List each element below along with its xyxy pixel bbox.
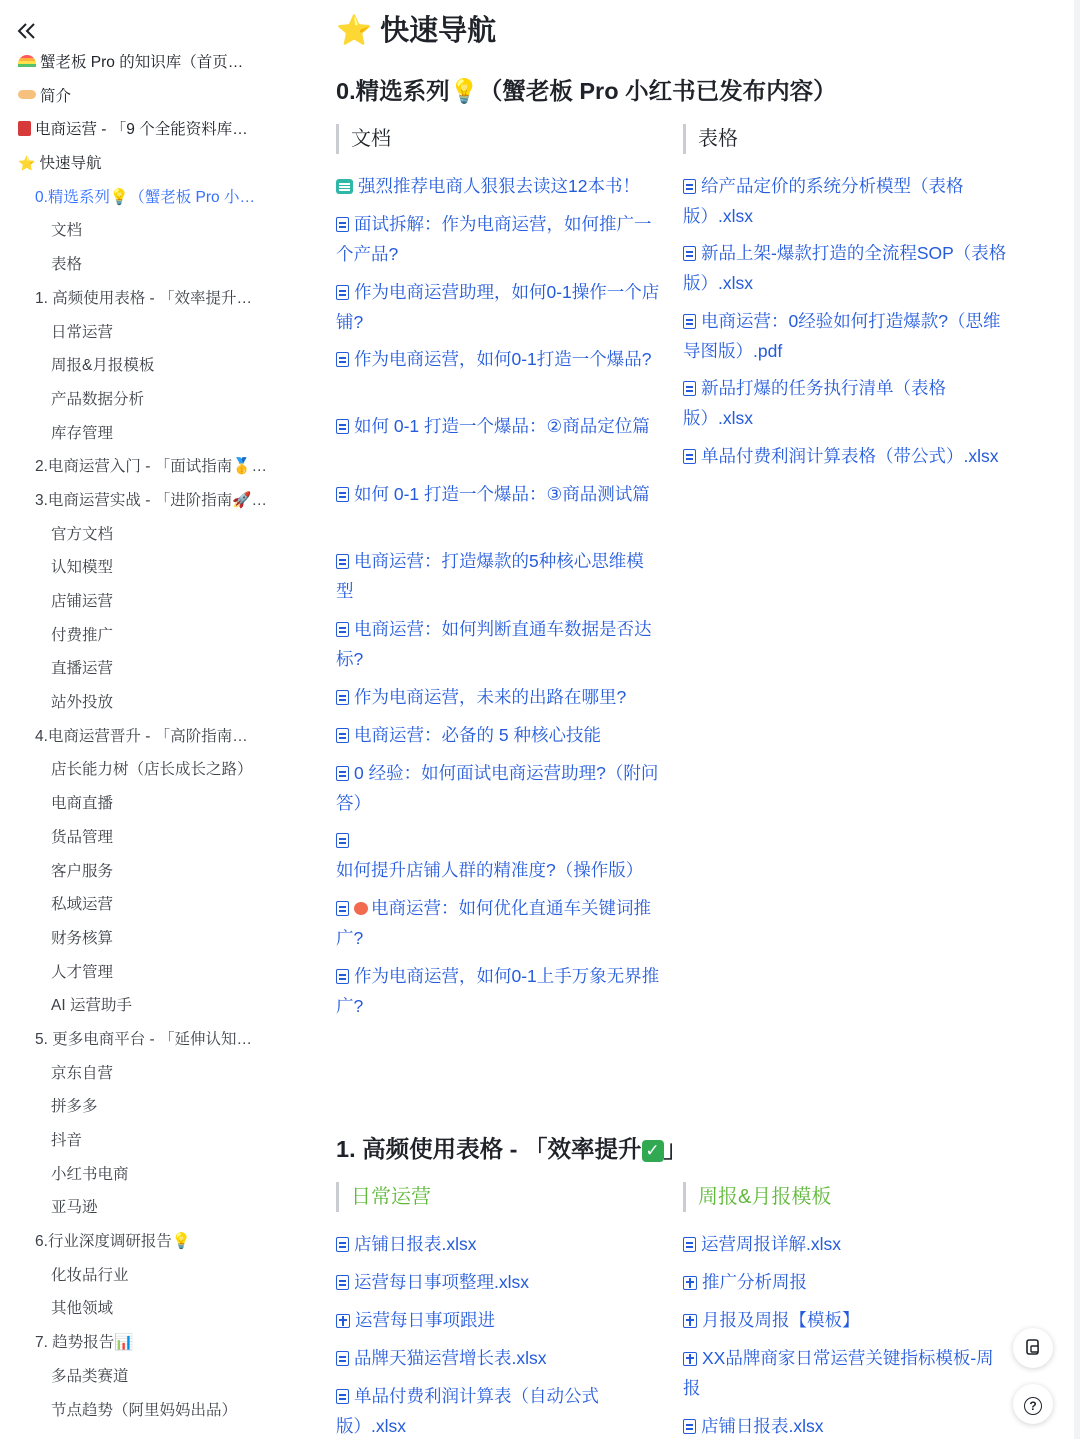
doc-link-label: 面试拆解：作为电商运营，如何推广一个产品?	[336, 214, 652, 264]
doc-link-label: 新品上架-爆款打造的全流程SOP（表格版）.xlsx	[683, 243, 1007, 293]
document-icon	[336, 1237, 349, 1252]
sidebar-item-label: 私域运营	[51, 896, 114, 914]
section-title-featured: 0.精选系列💡（蟹老板 Pro 小红书已发布内容）	[336, 78, 837, 104]
sidebar-item-label: 快速导航	[39, 155, 102, 173]
document-icon	[336, 833, 349, 848]
column-reports	[683, 1182, 1008, 1212]
sidebar-item-label: 店铺运营	[51, 593, 114, 610]
doc-link-label: 强烈推荐电商人狠狠去读这12本书！	[358, 176, 640, 196]
document-icon	[683, 314, 696, 329]
document-icon	[336, 419, 349, 434]
sidebar-item-label: 多品类赛道	[51, 1367, 129, 1385]
doc-link[interactable]	[683, 239, 1008, 298]
sidebar-item[interactable]	[0, 80, 300, 114]
sidebar-item[interactable]	[0, 720, 300, 754]
collapse-sidebar-icon[interactable]	[14, 18, 40, 44]
document-icon	[336, 766, 349, 781]
doc-link[interactable]	[336, 1306, 661, 1336]
doc-link-label: 店铺日报表.xlsx	[701, 1416, 824, 1436]
document-icon	[336, 1389, 349, 1404]
document-icon	[336, 352, 349, 367]
document-icon	[683, 449, 696, 464]
doc-link[interactable]	[336, 547, 661, 606]
sidebar-item[interactable]	[0, 821, 300, 855]
document-icon	[336, 1351, 349, 1366]
document-icon	[683, 381, 696, 396]
column-heading-docs: 文档	[336, 124, 661, 154]
doc-link-label: 推广分析周报	[702, 1272, 807, 1292]
sidebar-item-label: 店长能力树（店长成长之路）	[51, 761, 253, 779]
sidebar-item-label: 站外投放	[51, 694, 114, 712]
sidebar-item-label: 亚马逊	[51, 1199, 98, 1217]
sidebar-item-label: 节点趋势（阿里妈妈出品）	[51, 1401, 238, 1419]
sidebar-item-label: 官方文档	[51, 525, 114, 543]
sidebar-item[interactable]	[0, 652, 300, 686]
doc-link[interactable]	[336, 210, 661, 269]
doc-link[interactable]	[336, 759, 661, 818]
column-daily	[336, 1182, 661, 1212]
document-icon	[336, 690, 349, 705]
sidebar-item[interactable]	[0, 787, 300, 821]
hand-icon	[18, 90, 36, 99]
document-icon	[336, 487, 349, 502]
document-icon	[336, 1275, 349, 1290]
document-icon	[336, 217, 349, 232]
sidebar-item[interactable]	[0, 46, 300, 80]
page-title: ⭐ 快速导航	[336, 15, 497, 47]
sidebar-item-label: 表格	[51, 256, 83, 274]
doc-link-label: 运营周报详解.xlsx	[701, 1234, 841, 1254]
sidebar-item-label: 货品管理	[51, 828, 114, 846]
doc-link[interactable]	[683, 1230, 1008, 1260]
sidebar-item-label: 抖音	[51, 1132, 83, 1149]
doc-link-label: 如何 0-1 打造一个爆品：③商品测试篇	[354, 484, 650, 504]
sidebar-item-label: 付费推广	[51, 626, 114, 644]
doc-link[interactable]	[336, 345, 661, 375]
check-mark-icon: ✓	[642, 1140, 664, 1162]
sidebar-item-label: 电商运营 - 「9 个全能资料库…	[35, 121, 248, 139]
doc-link[interactable]	[336, 1344, 661, 1374]
doc-link[interactable]	[336, 480, 661, 510]
doc-link-label: 电商运营：如何优化直通车关键词推广?	[336, 898, 651, 948]
doc-link-label: 0 经验：如何面试电商运营助理?（附问答）	[336, 763, 659, 813]
sidebar-item-label: 周报&月报模板	[51, 357, 155, 375]
doc-link[interactable]	[336, 278, 661, 337]
sidebar-item-label: 1. 高频使用表格 - 「效率提升…	[35, 289, 253, 307]
rainbow-icon	[18, 55, 36, 67]
doc-link-label: 运营每日事项整理.xlsx	[354, 1272, 529, 1292]
doc-link[interactable]	[336, 1382, 661, 1441]
sidebar-item[interactable]	[0, 1326, 300, 1360]
doc-link[interactable]	[336, 615, 661, 674]
column-heading-daily: 日常运营	[336, 1182, 661, 1212]
sidebar-item-label: 4.电商运营晋升 - 「高阶指南…	[35, 727, 248, 745]
doc-link-label: 如何提升店铺人群的精准度?（操作版）	[336, 859, 644, 880]
sidebar-item[interactable]	[0, 989, 300, 1023]
sidebar-item-label: 其他领域	[51, 1300, 114, 1318]
help-button[interactable]	[1013, 1384, 1053, 1424]
sidebar-item[interactable]	[0, 1394, 300, 1428]
book-icon	[18, 121, 31, 136]
star-icon: ⭐	[18, 155, 36, 172]
sidebar-item[interactable]	[0, 450, 300, 484]
sidebar-item[interactable]	[0, 484, 300, 518]
section-title-high-frequency: 1. 高频使用表格 - 「效率提升 ✓ 」	[336, 1136, 688, 1162]
document-icon	[336, 622, 349, 637]
doc-link-label: XX品牌商家日常运营关键指标模板-周报	[683, 1348, 994, 1398]
sidebar-item-label: AI 运营助手	[51, 997, 132, 1015]
peach-icon	[354, 902, 368, 915]
doc-link[interactable]	[683, 374, 1008, 433]
doc-link[interactable]	[336, 962, 661, 1021]
sidebar-item-label: 客户服务	[51, 862, 114, 880]
copy-link-button[interactable]	[1013, 1328, 1053, 1368]
sidebar-item[interactable]	[0, 1259, 300, 1293]
sidebar-item[interactable]	[0, 956, 300, 990]
doc-link[interactable]	[336, 172, 661, 202]
help-icon: ?	[1024, 1397, 1042, 1415]
doc-link-label: 电商运营：0经验如何打造爆款?（思维导图版）.pdf	[683, 311, 1001, 361]
sidebar-item[interactable]	[0, 349, 300, 383]
sidebar-item-label: 蟹老板 Pro 的知识库（首页…	[40, 54, 244, 71]
main-content	[336, 0, 1026, 1439]
doc-link[interactable]	[336, 412, 661, 442]
doc-link[interactable]	[336, 1230, 661, 1260]
doc-link[interactable]	[683, 1344, 1008, 1403]
sidebar-item-label: 文档	[51, 222, 83, 240]
sidebar-item-label: 日常运营	[51, 323, 114, 341]
doc-link[interactable]	[336, 721, 661, 751]
doc-link-label: 月报及周报【模板】	[702, 1310, 860, 1330]
sidebar-item[interactable]	[0, 417, 300, 451]
sidebar-item[interactable]	[0, 248, 300, 282]
doc-link-label: 电商运营：如何判断直通车数据是否达标?	[336, 619, 652, 669]
doc-link-label: 单品付费利润计算表（自动公式版）.xlsx	[336, 1386, 599, 1436]
document-icon	[683, 1237, 696, 1252]
star-icon: ⭐	[336, 15, 373, 47]
sidebar-item[interactable]	[0, 686, 300, 720]
mindmap-icon	[336, 179, 353, 194]
sidebar-item-label: 财务核算	[51, 929, 114, 947]
sidebar-item-label: 产品数据分析	[51, 390, 145, 408]
sidebar-item-label: 认知模型	[51, 559, 114, 577]
sidebar-item-label: 5. 更多电商平台 - 「延伸认知…	[35, 1030, 253, 1048]
doc-link-label: 如何 0-1 打造一个爆品：②商品定位篇	[354, 416, 650, 436]
column-heading-reports: 周报&月报模板	[683, 1182, 1008, 1212]
sidebar-item[interactable]	[0, 888, 300, 922]
doc-link-label: 品牌天猫运营增长表.xlsx	[354, 1348, 547, 1368]
document-icon	[683, 179, 696, 194]
sidebar-item-label: 7. 趋势报告📊	[35, 1334, 134, 1352]
copy-link-icon	[1024, 1338, 1042, 1356]
sidebar-item[interactable]	[0, 619, 300, 653]
doc-link-label: 作为电商运营，如何0-1打造一个爆品?	[354, 349, 652, 369]
sidebar-item[interactable]	[0, 518, 300, 552]
doc-link-label: 店铺日报表.xlsx	[354, 1234, 477, 1254]
sidebar-item[interactable]	[0, 1360, 300, 1394]
sidebar-item-label: 库存管理	[51, 424, 114, 442]
sidebar-item[interactable]	[0, 855, 300, 889]
doc-link-label: 作为电商运营，未来的出路在哪里?	[354, 687, 627, 707]
doc-link[interactable]	[683, 172, 1008, 231]
doc-link[interactable]	[683, 442, 1008, 472]
doc-link-label: 单品付费利润计算表格（带公式）.xlsx	[701, 446, 999, 466]
sidebar-item[interactable]	[0, 1292, 300, 1326]
column-heading-tables: 表格	[683, 124, 1008, 154]
sidebar-item-label: 0.精选系列💡（蟹老板 Pro 小…	[35, 188, 255, 206]
doc-link[interactable]	[683, 1268, 1008, 1298]
sidebar	[0, 0, 300, 1439]
doc-link-label: 电商运营：必备的 5 种核心技能	[354, 725, 601, 745]
doc-link-label: 给产品定价的系统分析模型（表格版）.xlsx	[683, 176, 964, 226]
document-icon	[336, 969, 349, 984]
sidebar-item[interactable]	[0, 282, 300, 316]
doc-link[interactable]	[683, 1306, 1008, 1336]
doc-link[interactable]	[683, 307, 1008, 366]
column-docs	[336, 124, 661, 154]
sidebar-item[interactable]	[0, 753, 300, 787]
doc-link[interactable]	[336, 683, 661, 713]
doc-link[interactable]	[683, 1412, 1008, 1442]
sidebar-item[interactable]	[0, 551, 300, 585]
doc-link-label: 作为电商运营助理，如何0-1操作一个店铺?	[336, 282, 660, 332]
doc-link-label: 新品打爆的任务执行清单（表格版）.xlsx	[683, 378, 946, 428]
document-icon	[683, 246, 696, 261]
sidebar-item-label: 直播运营	[51, 660, 114, 678]
sidebar-item-label: 简介	[40, 87, 72, 105]
document-icon	[336, 901, 349, 916]
document-icon	[336, 554, 349, 569]
sidebar-item[interactable]	[0, 1124, 300, 1158]
sidebar-nav	[0, 46, 300, 1427]
table-icon	[683, 1352, 697, 1366]
sidebar-item-label: 2.电商运营入门 - 「面试指南🥇…	[35, 458, 268, 476]
sidebar-item[interactable]	[0, 1090, 300, 1124]
column-tables	[683, 124, 1008, 154]
sidebar-item[interactable]	[0, 316, 300, 350]
sidebar-item[interactable]	[0, 1225, 300, 1259]
document-icon	[336, 285, 349, 300]
sidebar-item-label: 拼多多	[51, 1098, 98, 1116]
doc-link-label: 运营每日事项跟进	[355, 1310, 495, 1330]
doc-link-label: 作为电商运营，如何0-1上手万象无界推广?	[336, 966, 660, 1016]
sidebar-item[interactable]	[0, 383, 300, 417]
scrollbar-track[interactable]	[1074, 0, 1080, 1439]
sidebar-item[interactable]	[0, 1191, 300, 1225]
sidebar-item[interactable]	[0, 214, 300, 248]
sidebar-item-label: 电商直播	[51, 795, 114, 813]
sidebar-item-label: 6.行业深度调研报告💡	[35, 1233, 192, 1251]
sidebar-item[interactable]	[0, 922, 300, 956]
sidebar-item-label: 京东自营	[51, 1064, 114, 1082]
sidebar-item-label: 化妆品行业	[51, 1266, 129, 1284]
doc-link[interactable]	[336, 1268, 661, 1298]
document-icon	[336, 728, 349, 743]
sidebar-item[interactable]	[0, 1023, 300, 1057]
doc-link[interactable]	[336, 894, 661, 953]
sidebar-item-label: 人才管理	[51, 963, 114, 981]
doc-link-label: 电商运营：打造爆款的5种核心思维模型	[336, 551, 644, 601]
sidebar-item-label: 小红书电商	[51, 1165, 129, 1183]
sidebar-item[interactable]	[0, 585, 300, 619]
sidebar-item[interactable]	[0, 1057, 300, 1091]
sidebar-item[interactable]	[0, 1158, 300, 1192]
sidebar-item[interactable]	[0, 113, 300, 147]
table-icon	[683, 1276, 697, 1290]
table-icon	[336, 1314, 350, 1328]
document-icon	[683, 1419, 696, 1434]
sidebar-item[interactable]	[0, 181, 300, 215]
table-icon	[683, 1314, 697, 1328]
sidebar-item[interactable]	[0, 147, 300, 181]
sidebar-item-label: 3.电商运营实战 - 「进阶指南🚀…	[35, 491, 268, 509]
doc-link[interactable]	[336, 826, 661, 885]
